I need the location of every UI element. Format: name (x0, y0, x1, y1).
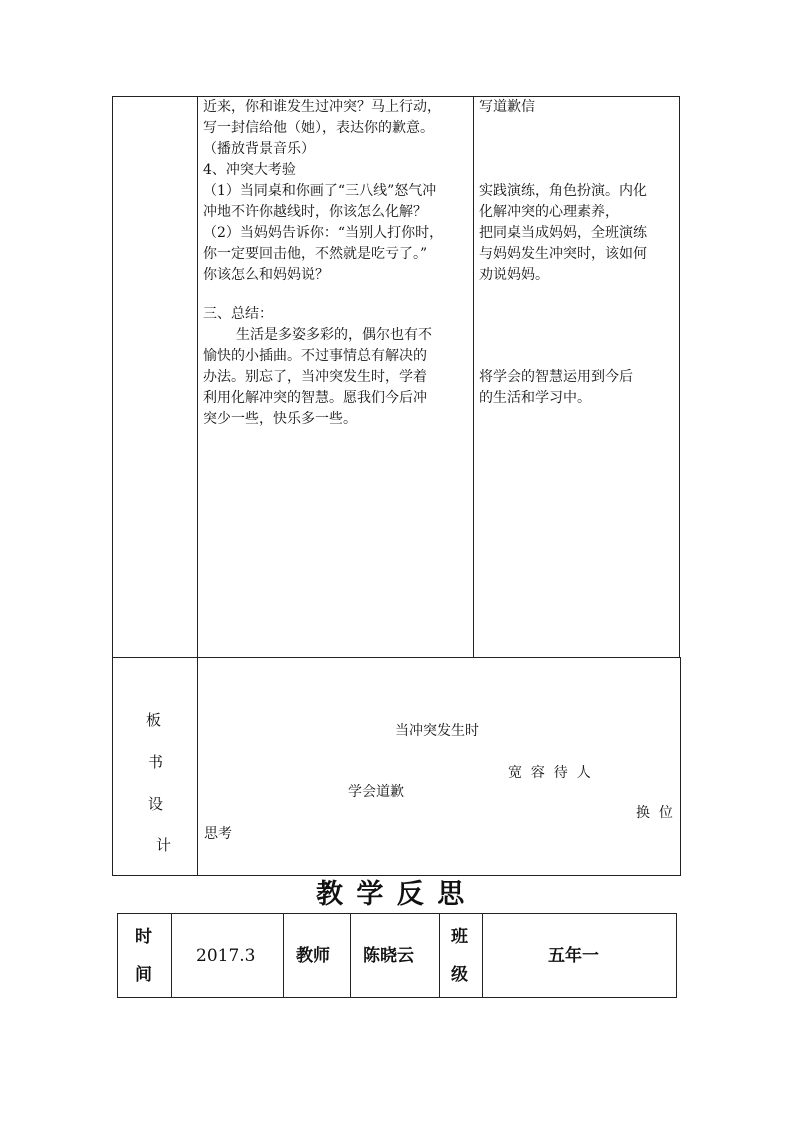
process-line: 办法。别忘了，当冲突发生时，学着 (203, 369, 427, 385)
process-line: 你该怎么和妈妈说？ (203, 267, 329, 283)
reflection-divider (171, 913, 172, 998)
process-line: 冲地不许你越线时，你该怎么化解？ (203, 204, 427, 220)
table-border-right-lower (680, 657, 681, 876)
teacher-value: 陈晓云 (363, 946, 414, 966)
reflection-border-left (117, 913, 118, 998)
intent-line: 写道歉信 (479, 99, 535, 115)
board-item-apologize: 学会道歉 (348, 784, 404, 800)
class-label: 级 (451, 965, 468, 985)
intent-line: 把同桌当成妈妈，全班演练 (479, 225, 647, 241)
time-label: 间 (135, 965, 152, 985)
process-line: （播放背景音乐） (203, 141, 315, 157)
reflection-border-top (117, 913, 677, 914)
process-line: 近来，你和谁发生过冲突？马上行动， (203, 99, 441, 115)
board-title: 当冲突发生时 (395, 723, 479, 739)
intent-line: 与妈妈发生冲突时，该如何 (479, 246, 647, 262)
row-divider-board (112, 657, 680, 658)
reflection-divider (350, 913, 351, 998)
reflection-heading: 教 学 反 思 (316, 879, 467, 910)
process-line: 写一封信给他（她），表达你的歉意。 (203, 120, 434, 136)
intent-line: 将学会的智慧运用到今后 (479, 369, 633, 385)
board-label-char: 书 (148, 753, 164, 771)
process-line: 愉快的小插曲。不过事情总有解决的 (203, 348, 427, 364)
reflection-border-bottom (117, 997, 677, 998)
process-line: 利用化解冲突的智慧。愿我们今后冲 (203, 390, 427, 406)
board-item-tolerance: 宽 容 待 人 (508, 765, 591, 781)
intent-line: 实践演练，角色扮演。内化 (479, 183, 647, 199)
board-label-char: 板 (146, 711, 162, 729)
board-item-perspective: 换 位 (636, 805, 673, 821)
process-line: 突少一些，快乐多一些。 (203, 411, 357, 427)
process-line: （2）当妈妈告诉你：“当别人打你时， (203, 225, 444, 241)
process-line: 生活是多姿多彩的，偶尔也有不 (236, 327, 432, 343)
reflection-border-right (676, 913, 677, 998)
table-border-right-upper (679, 96, 680, 658)
process-line: 你一定要回击他，不然就是吃亏了。” (203, 246, 428, 262)
class-value: 五年一 (548, 946, 599, 966)
table-border-bottom (112, 875, 681, 876)
board-label-char: 计 (156, 836, 172, 854)
table-border-left (112, 96, 113, 876)
class-label: 班 (451, 927, 468, 947)
time-label: 时 (135, 927, 152, 947)
reflection-divider (439, 913, 440, 998)
process-line: 4、冲突大考验 (203, 162, 296, 178)
reflection-divider (482, 913, 483, 998)
intent-line: 化解冲突的心理素养， (479, 204, 619, 220)
column-divider-intent (473, 96, 474, 658)
process-line: （1）当同桌和你画了“三八线”怒气冲 (203, 183, 437, 199)
intent-line: 的生活和学习中。 (479, 390, 591, 406)
intent-line: 劝说妈妈。 (479, 267, 549, 283)
board-item-perspective-cont: 思考 (204, 826, 232, 842)
teacher-label: 教师 (296, 946, 330, 966)
column-divider-label (197, 96, 198, 876)
time-value: 2017.3 (196, 946, 256, 966)
reflection-divider (283, 913, 284, 998)
board-label-char: 设 (148, 795, 164, 813)
process-line: 三、总结： (203, 306, 273, 322)
